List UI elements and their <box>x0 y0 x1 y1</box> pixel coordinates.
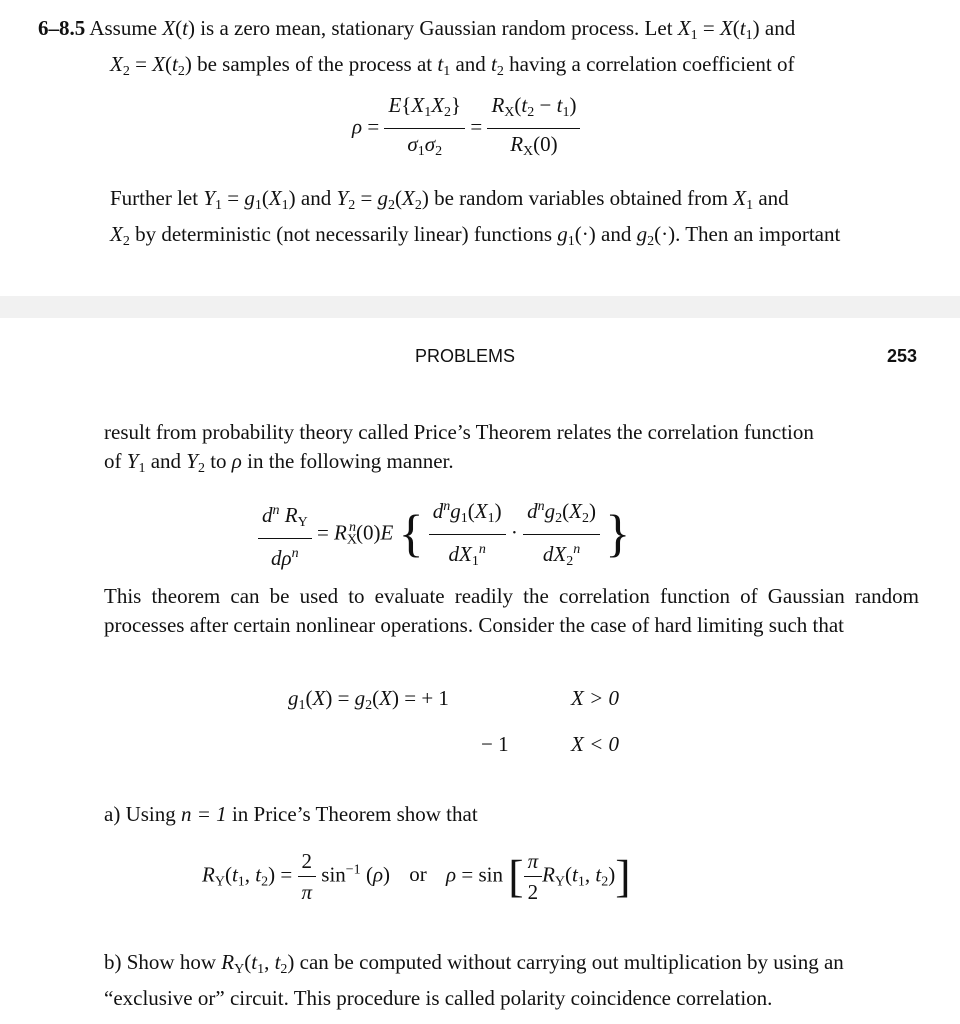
hard-limit-def-1: $g_1(X) = g_2(X)$ = + 1 <box>288 686 449 713</box>
part-a-result-equation: $R_Y(t_1$, $t_2$) = $\frac{2}{\pi}$ $\sin^{-1} (\rho)$ or ρ = sin [ $\frac{\pi}{2}$ $R_Y(t_1$, $t_2$)] <box>202 849 631 904</box>
page-number: 253 <box>886 346 917 366</box>
rho-equation: ρ = $\frac{E\{X_1X_2\}}{\sigma_1\sigma_2}$ = $\frac{R_X(t_2 - t_1)}{R_X(0)}$ <box>352 92 580 165</box>
further-paragraph: Further let $Y_1 = g_1(X_1)$ and $Y_2 = g_2(X_2)$ be random variables obtained from $X_1$ and $X_2$ by deterministic (not necessarily linear) functions $g_1(\cdot)$ and $g_2(\cdot)$. Then an important <box>110 186 841 249</box>
problem-intro: 6–8.5 Assume X(t) is a zero mean, stationary Gaussian random process. Let $X_1 = X(t_1)$ and $X_2 = X(t_2)$ be samples of the process at $t_1$ and $t_2$ having a correlation coefficient of <box>38 16 796 79</box>
page-break-gap <box>0 296 960 318</box>
part-b: b) Show how $R_Y(t_1$, $t_2$) can be computed without carrying out multiplication by using an “exclusive or” circuit. This procedure is called polarity coincidence correlation. <box>104 950 844 1010</box>
theorem-paragraph: This theorem can be used to evaluate readily the correlation function of Gaussian random processes after certain nonlinear operations. Consider the case of hard limiting such that <box>104 584 919 637</box>
running-head: PROBLEMS <box>415 346 516 366</box>
hard-limit-def-2: − 1 <box>481 732 509 756</box>
cond-negative: X < 0 <box>571 732 619 756</box>
part-a: a) Using n = 1 in Price’s Theorem show that <box>104 802 478 826</box>
continuation-paragraph: result from probability theory called Price’s Theorem relates the correlation function of $Y_1$ and $Y_2$ to ρ in the following manner. <box>104 420 814 476</box>
cond-positive: X > 0 <box>571 686 619 710</box>
price-theorem-equation: $\frac{d^n R_Y}{d\rho^n}$ = $R_X^n(0)E$ { $\frac{d^ng_1(X_1)}{dX_1^n}$ · $\frac{d^ng_2(X_2)}{dX_2^n}$ } <box>258 494 630 575</box>
problem-number: 6–8.5 <box>38 16 86 40</box>
